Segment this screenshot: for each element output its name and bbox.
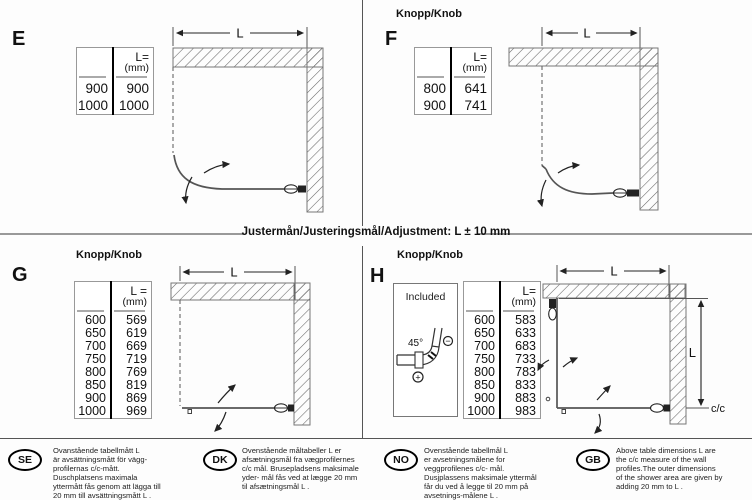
table-header-l: L=: [522, 284, 536, 298]
swing-arrow-icon: [597, 386, 610, 400]
table-header-l: L=: [135, 50, 149, 64]
swing-arrow-icon: [218, 385, 235, 403]
table-row: 650 633: [464, 327, 541, 340]
knob-label-h: Knopp/Knob: [397, 249, 463, 261]
swing-arrow-icon: [204, 164, 229, 173]
wall-right: [307, 48, 323, 212]
wall-top: [171, 283, 310, 300]
swing-arrow-icon: [538, 360, 549, 370]
note-se: Ovanstående tabellmått L är avsättningsmått för vägg- profilernas c/c-mått. Duschplatsens maximala yttermått fås genom att lägga till 20 mm till avsättningsmått L .: [53, 446, 161, 500]
note-no: Ovenstående tabellmål L er avsetningsmålene for veggprofilenes c/c- mål. Dusjplassens maksimale yttermål får du ved å legge til 20 mm på avsetnings-målene L .: [424, 446, 537, 500]
knob-wall-mount: [549, 299, 556, 308]
dimension-table-e: [76, 47, 154, 115]
swing-arrow-icon: [595, 414, 600, 433]
swing-arrow-icon: [541, 180, 546, 206]
note-gb: Above table dimensions L are the c/c measure of the wall profiles.The outer dimensions of the shower area are given by adding 20 mm to L .: [616, 446, 723, 491]
door-foot: [562, 410, 566, 414]
angle-label: 45°: [408, 338, 424, 349]
included-box: [393, 283, 458, 417]
table-row: 800 641: [415, 80, 492, 97]
knob-wall-mount: [664, 405, 671, 412]
table-header-mm: (mm): [124, 62, 149, 74]
divider-vertical-top: [362, 0, 363, 226]
table-header-l: L=: [473, 50, 487, 64]
swing-arrow-icon: [563, 358, 577, 367]
wall-right: [294, 283, 310, 425]
lang-badge-gb: GB: [576, 449, 610, 471]
table-header-mm: (mm): [511, 296, 536, 308]
curved-door: [546, 169, 613, 194]
swing-arrow-icon: [215, 412, 226, 431]
lang-badge-dk: DK: [203, 449, 237, 471]
dimension-table-f: [414, 47, 492, 115]
svg-text:+: +: [415, 372, 421, 383]
swing-arrow-icon: [558, 165, 579, 173]
divider-horizontal-bottom: [0, 438, 752, 439]
dimension-table-h: [463, 281, 541, 419]
table-row: 800 769: [75, 366, 152, 379]
table-row: 1000 969: [75, 405, 152, 419]
door-knob-icon: [549, 308, 557, 320]
table-row: 750 719: [75, 353, 152, 366]
wall-top: [543, 284, 685, 298]
door-knob-icon: [651, 404, 664, 412]
table-row: 650 619: [75, 327, 152, 340]
dimension-table-g: [74, 281, 152, 419]
knob-wall-mount: [627, 190, 639, 197]
table-row: 600 583: [464, 314, 541, 327]
table-row: 850 819: [75, 379, 152, 392]
dimension-label-top: L: [610, 263, 618, 279]
table-row: 750 733: [464, 353, 541, 366]
diagram-g: [160, 260, 370, 438]
adjustment-note: Justermån/Justeringsmål/Adjustment: L ± 10 mm: [241, 226, 511, 238]
table-row: 700 683: [464, 340, 541, 353]
cc-label: c/c: [711, 403, 726, 415]
table-row: 1000 1000: [77, 97, 154, 115]
dimension-label-right: L: [688, 345, 696, 360]
dimension-label: L: [236, 25, 244, 41]
door-hinge: [542, 166, 546, 170]
table-row: 800 783: [464, 366, 541, 379]
wall-top: [509, 48, 658, 66]
table-row: 900 900: [77, 80, 154, 97]
door-hinge: [546, 397, 550, 401]
table-header-mm: (mm): [122, 296, 147, 308]
knob-label-g: Knopp/Knob: [76, 249, 142, 261]
svg-text:−: −: [445, 336, 451, 346]
diagram-e: [150, 22, 360, 218]
table-row: 700 669: [75, 340, 152, 353]
diagram-f: [500, 22, 675, 218]
table-row: 900 741: [415, 97, 492, 115]
wall-right: [640, 48, 658, 210]
dimension-label: L: [583, 25, 591, 41]
table-row: 900 869: [75, 392, 152, 405]
knob-wall-mount: [298, 186, 306, 193]
note-dk: Ovenstående måltabeller L er afsætningsmål fra vægprofilernes c/c mål. Brusepladsens maksimale yder- mål fås ved at lægge 20 mm til afsætningsmål L .: [242, 446, 359, 491]
section-label-e: E: [12, 28, 27, 50]
knob-label-f: Knopp/Knob: [396, 8, 462, 20]
wall-top: [173, 48, 323, 67]
included-label: Included: [405, 291, 446, 303]
lang-badge-no: NO: [384, 449, 418, 471]
lang-badge-se: SE: [8, 449, 42, 471]
profile-clamp: [415, 352, 423, 368]
table-row: 850 833: [464, 379, 541, 392]
dimension-label: L: [230, 264, 238, 280]
door-foot: [188, 410, 192, 414]
section-label-h: H: [370, 265, 386, 287]
wall-right: [670, 284, 686, 424]
table-row: 900 883: [464, 392, 541, 405]
table-row: 600 569: [75, 314, 152, 327]
curved-door: [174, 155, 284, 189]
table-header-mm: (mm): [462, 62, 487, 74]
table-row: 1000 983: [464, 405, 541, 419]
corner-bracket-detail: [394, 284, 457, 416]
knob-wall-mount: [288, 405, 294, 412]
diagram-h: [536, 258, 746, 438]
section-label-f: F: [385, 28, 399, 50]
section-label-g: G: [12, 264, 29, 286]
table-header-l: L =: [130, 284, 147, 298]
